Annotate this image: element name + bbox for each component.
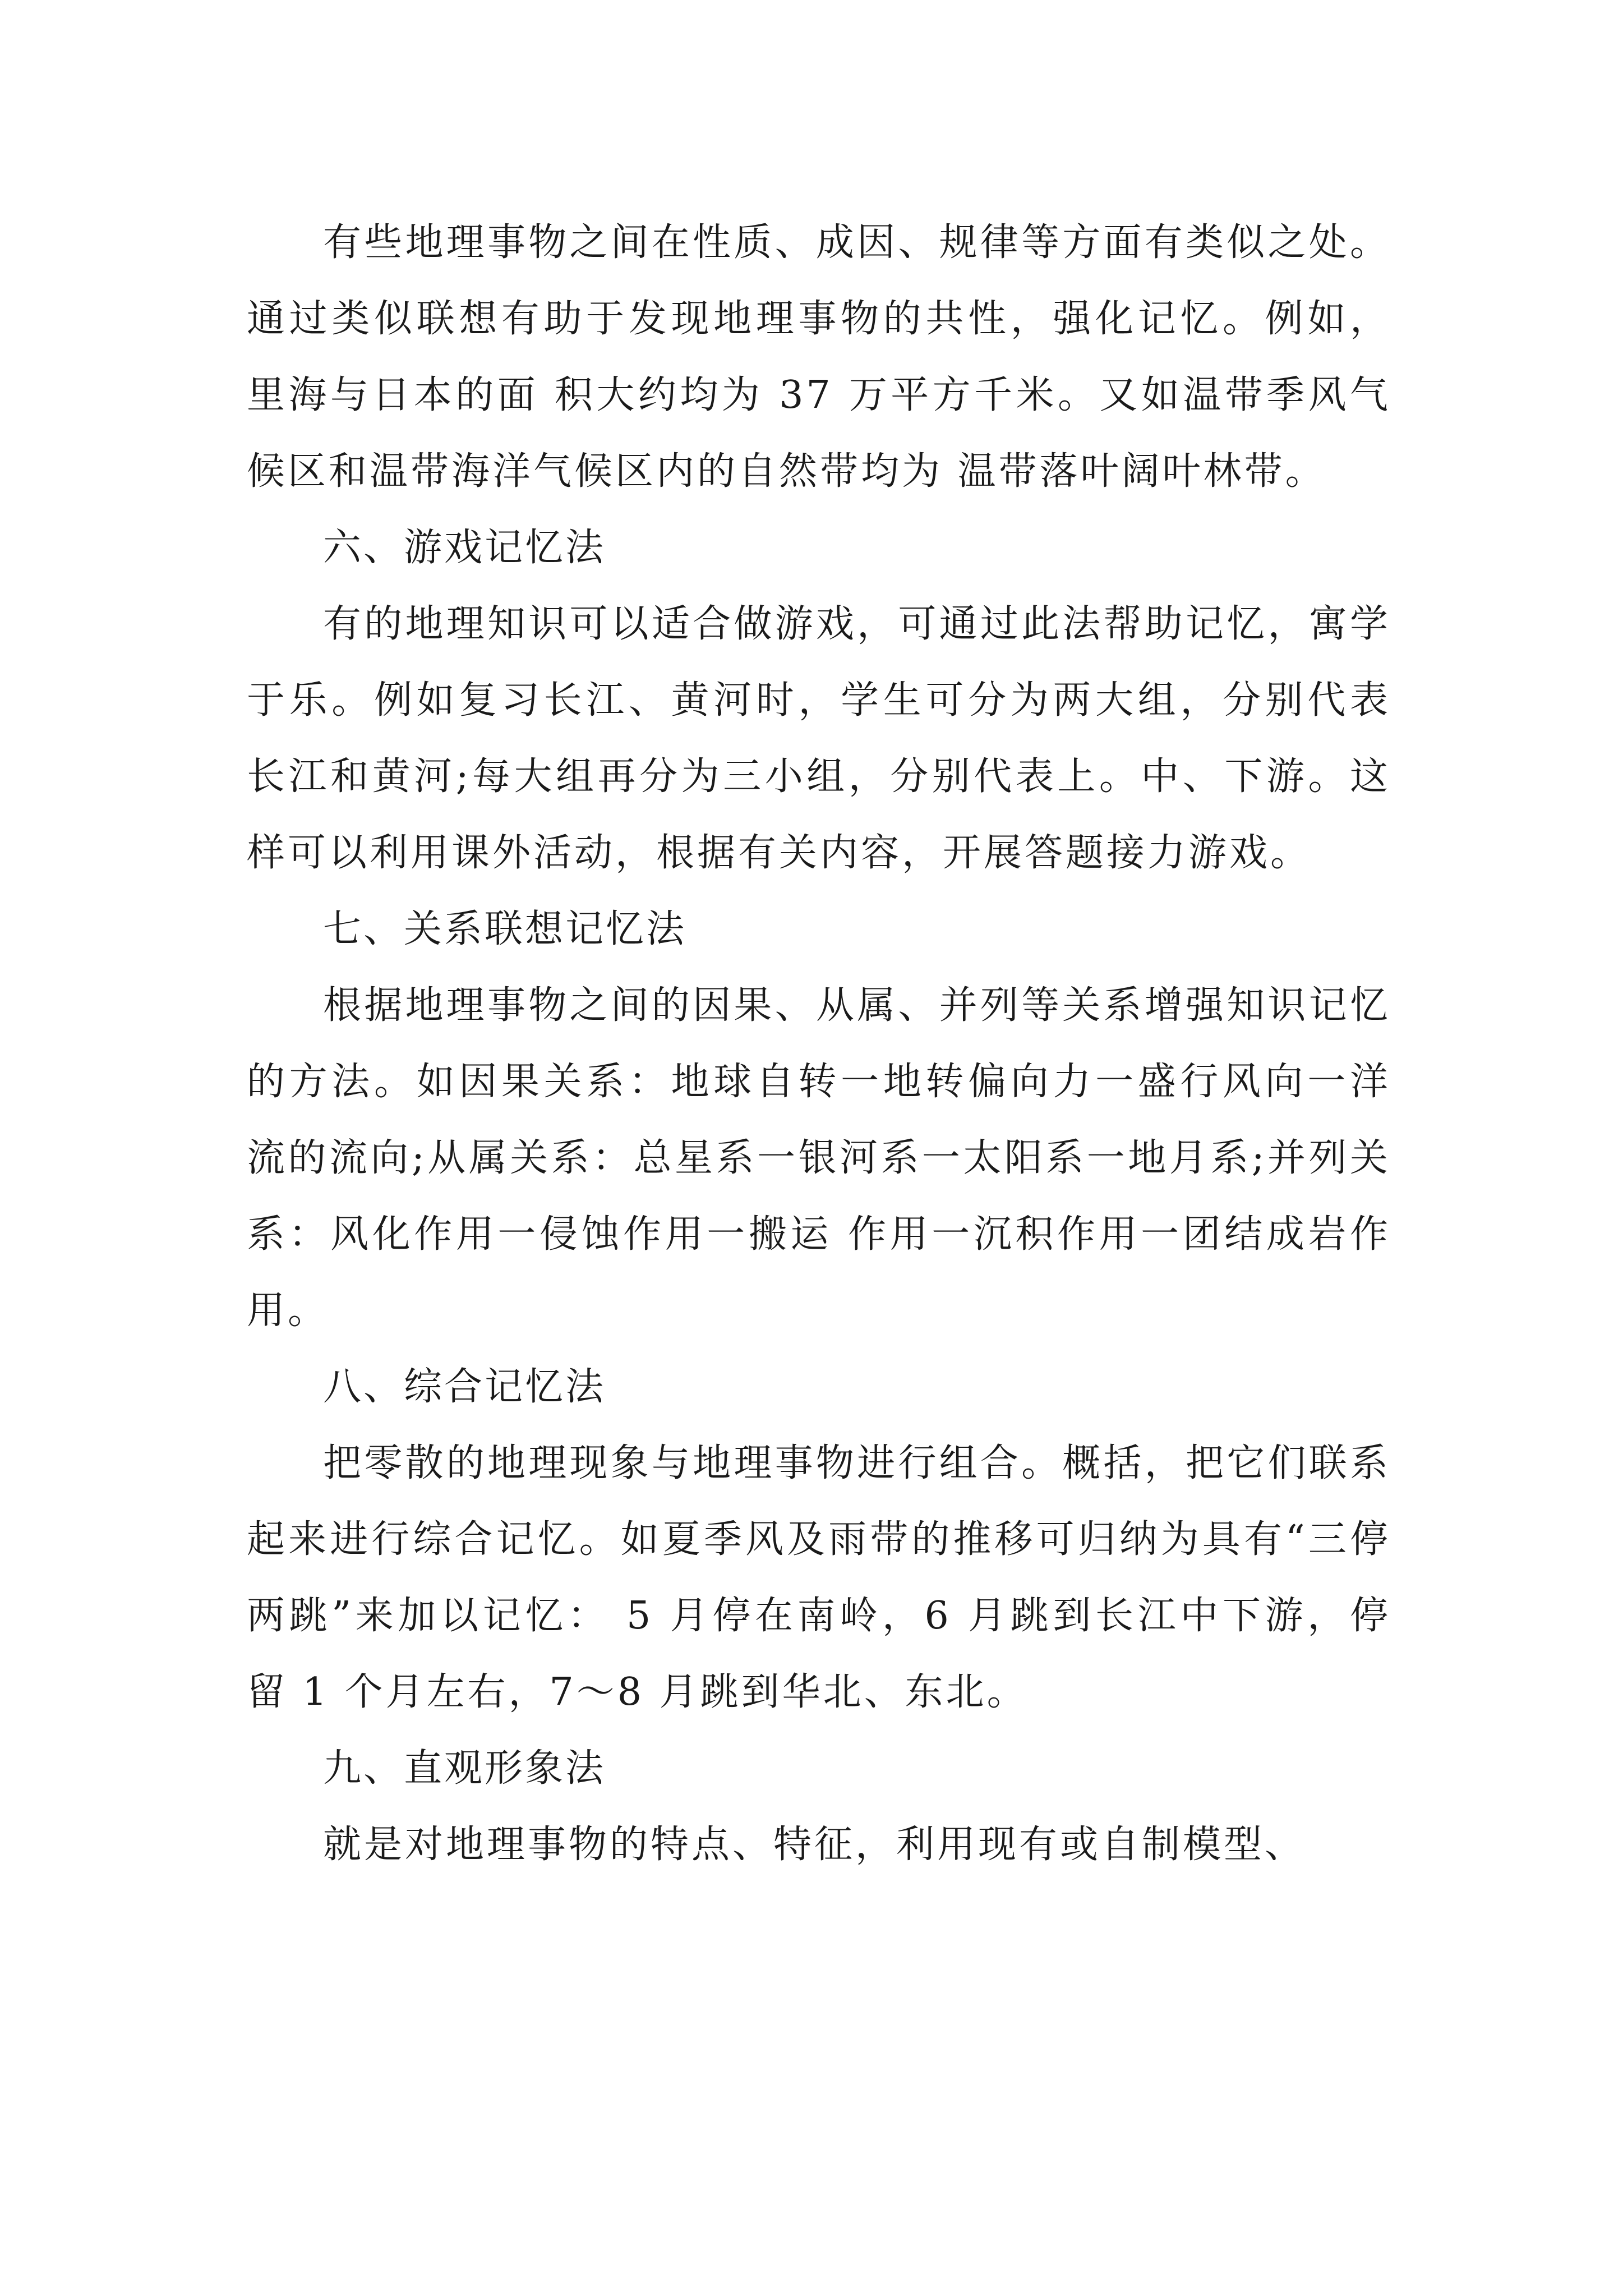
section-heading-relation-association: 七、关系联想记忆法 [323,907,687,951]
paragraph-game-memory: 有的地理知识可以适合做游戏，可通过此法帮助记忆，寓学于乐。例如复习长江、黄河时，学生可分为两大组，分别代表长江和黄河;每大组再分为三小组，分别代表上。中、下游。这样可以利用课外活动，根据有关内容，开展答题接力游戏。 [247,602,1391,875]
paragraph-analogy-association: 有些地理事物之间在性质、成因、规律等方面有类似之处。通过类似联想有助于发现地理事物的共性，强化记忆。例如，里海与日本的面 积大约均为 37 万平方千米。又如温带季风气候区和温带海洋气候区内的自然带均为 温带落叶阔叶林带。 [247,220,1391,494]
section-heading-game-memory: 六、游戏记忆法 [323,526,606,570]
paragraph-relation-association: 根据地理事物之间的因果、从属、并列等关系增强知识记忆的方法。如因果关系：地球自转一地转偏向力一盛行风向一洋流的流向;从属关系：总星系一银河系一太阳系一地月系;并列关系：风化作用一侵蚀作用一搬运 作用一沉积作用一团结成岩作用。 [247,983,1391,1333]
section-heading-comprehensive-memory: 八、综合记忆法 [323,1365,606,1409]
paragraph-comprehensive-memory: 把零散的地理现象与地理事物进行组合。概括，把它们联系起来进行综合记忆。如夏季风及雨带的推移可归纳为具有“三停两跳”来加以记忆： 5 月停在南岭，6 月跳到长江中下游，停留 1 个月左右，7～8 月跳到华北、东北。 [247,1441,1391,1714]
document-body [247,205,1391,1883]
paragraph-visual-image: 就是对地理事物的特点、特征，利用现有或自制模型、 [323,1823,1306,1867]
section-heading-visual-image: 九、直观形象法 [323,1746,606,1791]
